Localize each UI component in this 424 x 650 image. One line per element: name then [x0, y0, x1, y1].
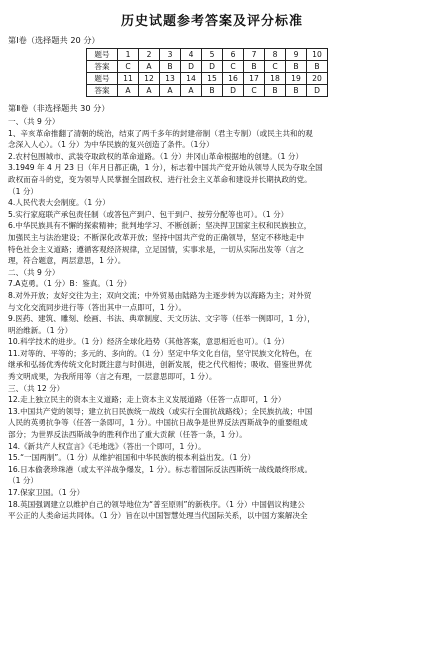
answer-table-cell: 8 — [265, 49, 286, 61]
answer-table-cell: 7 — [244, 49, 265, 61]
answer-table-cell: B — [286, 85, 307, 97]
answer-line: 理，符合题意，两层意思，1 分）。 — [8, 256, 126, 266]
answer-table-cell: 15 — [202, 73, 223, 85]
answer-line: 念深入人心）。（1 分）为中华民族的复兴创造了条件。（1分） — [8, 140, 214, 150]
answer-table-cell: 2 — [139, 49, 160, 61]
answer-line: 人民的英勇抗争等（任答一条即可，1 分）。中国抗日战争是世界反法西斯战争的重要组成 — [8, 418, 308, 428]
part2-answers — [8, 116, 416, 522]
answer-table — [86, 48, 328, 97]
answer-line: 9.医药、建筑、雕刻、绘画、书法、典章制度、天文历法、文字等（任举一例即可，1 分）， — [8, 314, 315, 324]
answer-line: 4.人民代表大会制度。（1 分） — [8, 198, 110, 208]
answer-table-cell: D — [202, 61, 223, 73]
answer-line: 10.科学技术的进步。（1 分）经济全球化趋势（其他答案，意思相近也可）。（1 分） — [8, 337, 289, 347]
answer-table-cell: B — [202, 85, 223, 97]
answer-line: 13.中国共产党的领导；建立抗日民族统一战线（或实行全面抗战路线）；全民族抗战；中国 — [8, 406, 313, 416]
answer-table-cell: 3 — [160, 49, 181, 61]
answer-table-row-label: 答案 — [87, 85, 118, 97]
answer-line: 部分；为世界反法西斯战争的胜利作出了重大贡献（任答一条，1 分）。 — [8, 430, 247, 440]
answer-table-cell: 4 — [181, 49, 202, 61]
answer-table-row — [87, 85, 328, 97]
answer-table-cell: 1 — [118, 49, 139, 61]
answer-line: 特色社会主义道路；遵循客观经济规律，立足国情，实事求是，一切从实际出发等（言之 — [8, 244, 305, 254]
answer-line: 明治维新。（1 分） — [8, 325, 73, 335]
answer-table-cell: A — [118, 85, 139, 97]
answer-table-row-label: 题号 — [87, 49, 118, 61]
answer-table-cell: 10 — [307, 49, 328, 61]
answer-line: 14.《新共产人权宣言》《毛地选》（答出一个即可，1 分）。 — [8, 441, 206, 451]
answer-table-cell: B — [286, 61, 307, 73]
answer-line: 秀文明成果，为我所用等（言之有理，一层意思即可，1 分）。 — [8, 372, 217, 382]
answer-line: 与文化交流同步进行等（答出其中一点即可，1 分）。 — [8, 302, 187, 312]
answer-line: 6.中华民族具有不懈的探索精神；批判地学习、不断创新；坚决捍卫国家主权和民族独立， — [8, 221, 312, 231]
answer-line: 11.对等的、平等的；多元的、多向的。（1 分）坚定中华文化自信，坚守民族文化特色，在 — [8, 348, 313, 358]
answer-line: 二、（共 9 分） — [8, 267, 60, 277]
answer-table-cell: 13 — [160, 73, 181, 85]
answer-table-cell: 6 — [223, 49, 244, 61]
answer-line: 政权而奋斗的党，变为领导人民掌握全国政权、进行社会主义革命和建设并长期执政的党。 — [8, 174, 312, 184]
answer-table-cell: 9 — [286, 49, 307, 61]
answer-table-cell: B — [160, 61, 181, 73]
answer-table-cell: B — [244, 61, 265, 73]
answer-line: 12.走上独立民主的资本主义道路；走上资本主义发展道路（任答一点即可，1 分） — [8, 395, 286, 405]
answer-table-cell: D — [223, 85, 244, 97]
answer-table-cell: 11 — [118, 73, 139, 85]
part1-heading: 第Ⅰ卷（选择题共 20 分） — [8, 35, 100, 45]
answer-table-cell: 12 — [139, 73, 160, 85]
answer-table-cell: C — [118, 61, 139, 73]
answer-table-cell: 5 — [202, 49, 223, 61]
answer-table-cell: 16 — [223, 73, 244, 85]
answer-table-cell: 14 — [181, 73, 202, 85]
answer-table-cell: A — [160, 85, 181, 97]
answer-table-cell: A — [139, 61, 160, 73]
answer-table-row — [87, 61, 328, 73]
answer-table-cell: B — [307, 61, 328, 73]
answer-line: 一、（共 9 分） — [8, 117, 60, 126]
answer-line: 17.保家卫国。（1 分） — [8, 488, 85, 497]
answer-table-cell: B — [265, 85, 286, 97]
answer-table-cell: 18 — [265, 73, 286, 85]
answer-line: （1 分） — [8, 476, 39, 486]
answer-line: 15.“一国两制”。（1 分）从维护祖国和中华民族的根本利益出发。（1 分） — [8, 453, 256, 463]
answer-line: 7.A克勇。（1 分）B：鉴真。（1 分） — [8, 279, 132, 289]
page-title: 历史试题参考答案及评分标准 — [120, 14, 303, 29]
answer-table-row-label: 题号 — [87, 73, 118, 85]
answer-table-cell: 19 — [286, 73, 307, 85]
answer-table-row — [87, 49, 328, 61]
answer-table-cell: C — [265, 61, 286, 73]
answer-table-cell: D — [307, 85, 328, 97]
answer-line: 16.日本偷袭珍珠港（或太平洋战争爆发，1 分）。标志着国际反法西斯统一战线最终形成。 — [8, 464, 313, 474]
answer-table-cell: A — [139, 85, 160, 97]
part2-heading: 第Ⅱ卷（非选择题共 30 分） — [8, 103, 110, 113]
answer-line: 三、（共 12 分） — [8, 383, 65, 393]
answer-line: 8.对外开放；友好交往为主；双向交流；中外贸易由陆路为主逐步转为以海路为主；对外贸 — [8, 290, 312, 300]
answer-line: 加强民主与法治建设；不断深化改革开放；坚持中国共产党的正确领导，坚定不移地走中 — [8, 232, 305, 242]
answer-table-cell: C — [244, 85, 265, 97]
answer-table-cell: D — [181, 61, 202, 73]
answer-line: 2.农村包围城市、武装夺取政权的革命道路。（1 分）井冈山革命根据地的创建。（1 分） — [8, 151, 304, 161]
answer-line: 18.英国强调建立以维护自己的领导地位为“普至原则”的新秩序。（1 分）中国倡议构建公 — [8, 499, 305, 509]
answer-line: 3.1949 年 4 月 23 日（年月日都正确，1 分），标志着中国共产党开始从领导人民为夺取全国 — [8, 163, 323, 173]
answer-table-row-label: 答案 — [87, 61, 118, 73]
answer-table-row — [87, 73, 328, 85]
answer-line: 1、辛亥革命推翻了清朝的统治，结束了两千多年的封建帝制（君主专制）（或民主共和的观 — [8, 128, 313, 138]
answer-table-cell: A — [181, 85, 202, 97]
answer-line: （1 分） — [8, 186, 39, 196]
answer-line: 平公正的人类命运共同体。（1 分）旨在以中国智慧处理当代国际关系，以中国方案解决全 — [8, 511, 308, 521]
answer-table-cell: 20 — [307, 73, 328, 85]
answer-line: 继承和弘扬优秀传统文化时既注意与时俱进，创新发展，使之代代相传；吸收、借鉴世界优 — [8, 360, 312, 370]
answer-table-cell: 17 — [244, 73, 265, 85]
answer-table-cell: C — [223, 61, 244, 73]
answer-line: 5.实行家庭联产承包责任制（或答包产到户、包干到户、按劳分配等也可）。（1 分） — [8, 209, 289, 219]
